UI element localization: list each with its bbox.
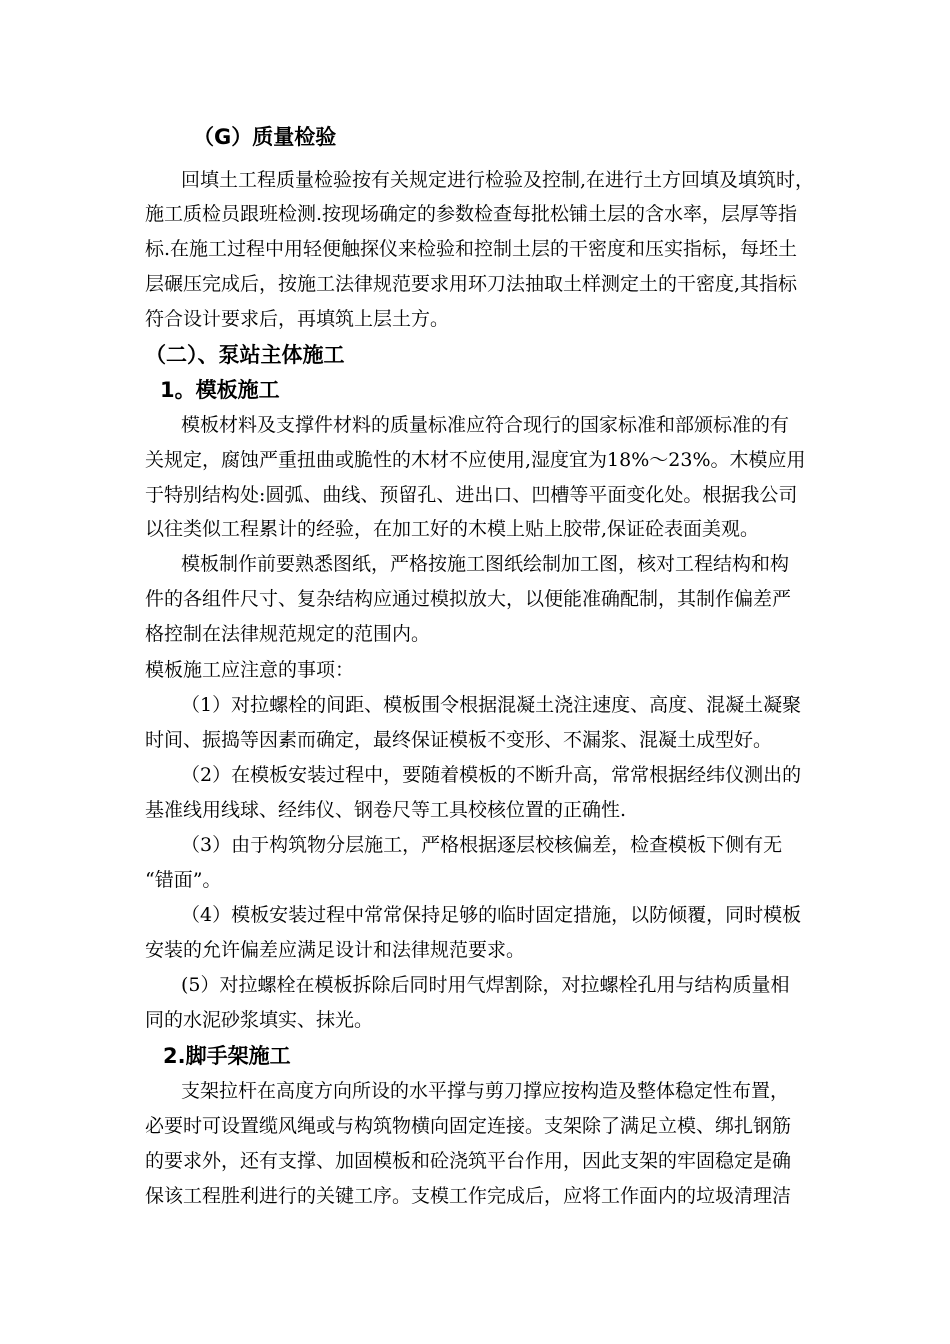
paragraph-line: 模板制作前要熟悉图纸，严格按施工图纸绘制加工图，核对工程结构和构 — [181, 553, 790, 575]
subheading-scaffolding: 2.脚手架施工 — [163, 1044, 291, 1068]
paragraph-line: 支架拉杆在高度方向所设的水平撑与剪刀撑应按构造及整体稳定性布置， — [181, 1080, 790, 1102]
note-line: “错面”。 — [145, 869, 222, 891]
paragraph-line: 标.在施工过程中用轻便触探仪来检验和控制土层的干密度和压实指标，每坯土 — [145, 238, 798, 260]
paragraph-line: 件的各组件尺寸、复杂结构应通过模拟放大，以便能准确配制，其制作偏差严 — [145, 588, 792, 610]
notes-title: 模板施工应注意的事项： — [145, 659, 355, 681]
paragraph-line: 必要时可设置缆风绳或与构筑物横向固定连接。支架除了满足立模、绑扎钢筋 — [145, 1115, 792, 1137]
paragraph-line: 格控制在法律规范规定的范围内。 — [145, 623, 431, 645]
subheading-formwork: 1。模板施工 — [160, 378, 280, 402]
heading-quality-inspection: （G）质量检验 — [193, 125, 337, 149]
note-line: （2）在模板安装过程中，要随着模板的不断升高，常常根据经纬仪测出的 — [181, 764, 802, 786]
paragraph-line: 的要求外，还有支撑、加固模板和砼浇筑平台作用，因此支架的牢固稳定是确 — [145, 1150, 792, 1172]
note-line: 同的水泥砂浆填实、抹光。 — [145, 1009, 374, 1031]
note-line: （1）对拉螺栓的间距、模板围令根据混凝土浇注速度、高度、混凝土凝聚 — [181, 694, 802, 716]
paragraph-line: 于特别结构处:圆弧、曲线、预留孔、进出口、凹槽等平面变化处。根据我公司 — [145, 484, 798, 506]
section-heading-pump-station: （二）、泵站主体施工 — [145, 343, 345, 367]
note-line: （4）模板安装过程中常常保持足够的临时固定措施，以防倾覆，同时模板 — [181, 904, 802, 926]
note-line: 安装的允许偏差应满足设计和法律规范要求。 — [145, 939, 526, 961]
paragraph-line: 符合设计要求后，再填筑上层土方。 — [145, 308, 450, 330]
paragraph-line: 以往类似工程累计的经验，在加工好的木模上贴上胶带,保证砼表面美观。 — [145, 518, 760, 540]
note-line: （3）由于构筑物分层施工，严格根据逐层校核偏差，检查模板下侧有无 — [181, 834, 783, 856]
paragraph-line: 层碾压完成后，按施工法律规范要求用环刀法抽取土样测定土的干密度,其指标 — [145, 273, 798, 295]
paragraph-line: 保该工程胜利进行的关键工序。支模工作完成后，应将工作面内的垃圾清理洁 — [145, 1185, 792, 1207]
paragraph-line: 模板材料及支撑件材料的质量标准应符合现行的国家标准和部颁标准的有 — [181, 414, 790, 436]
note-line: (5）对拉螺栓在模板拆除后同时用气焊割除，对拉螺栓孔用与结构质量相 — [181, 974, 790, 996]
paragraph-line: 施工质检员跟班检测.按现场确定的参数检查每批松铺土层的含水率，层厚等指 — [145, 203, 798, 225]
paragraph-line: 回填土工程质量检验按有关规定进行检验及控制,在进行土方回填及填筑时， — [181, 169, 815, 191]
note-line: 基准线用线球、经纬仪、钢卷尺等工具校核位置的正确性. — [145, 799, 627, 821]
paragraph-line: 关规定，腐蚀严重扭曲或脆性的木材不应使用,湿度宜为18%～23%。木模应用 — [145, 449, 806, 471]
note-line: 时间、振捣等因素而确定，最终保证模板不变形、不漏浆、混凝土成型好。 — [145, 729, 773, 751]
